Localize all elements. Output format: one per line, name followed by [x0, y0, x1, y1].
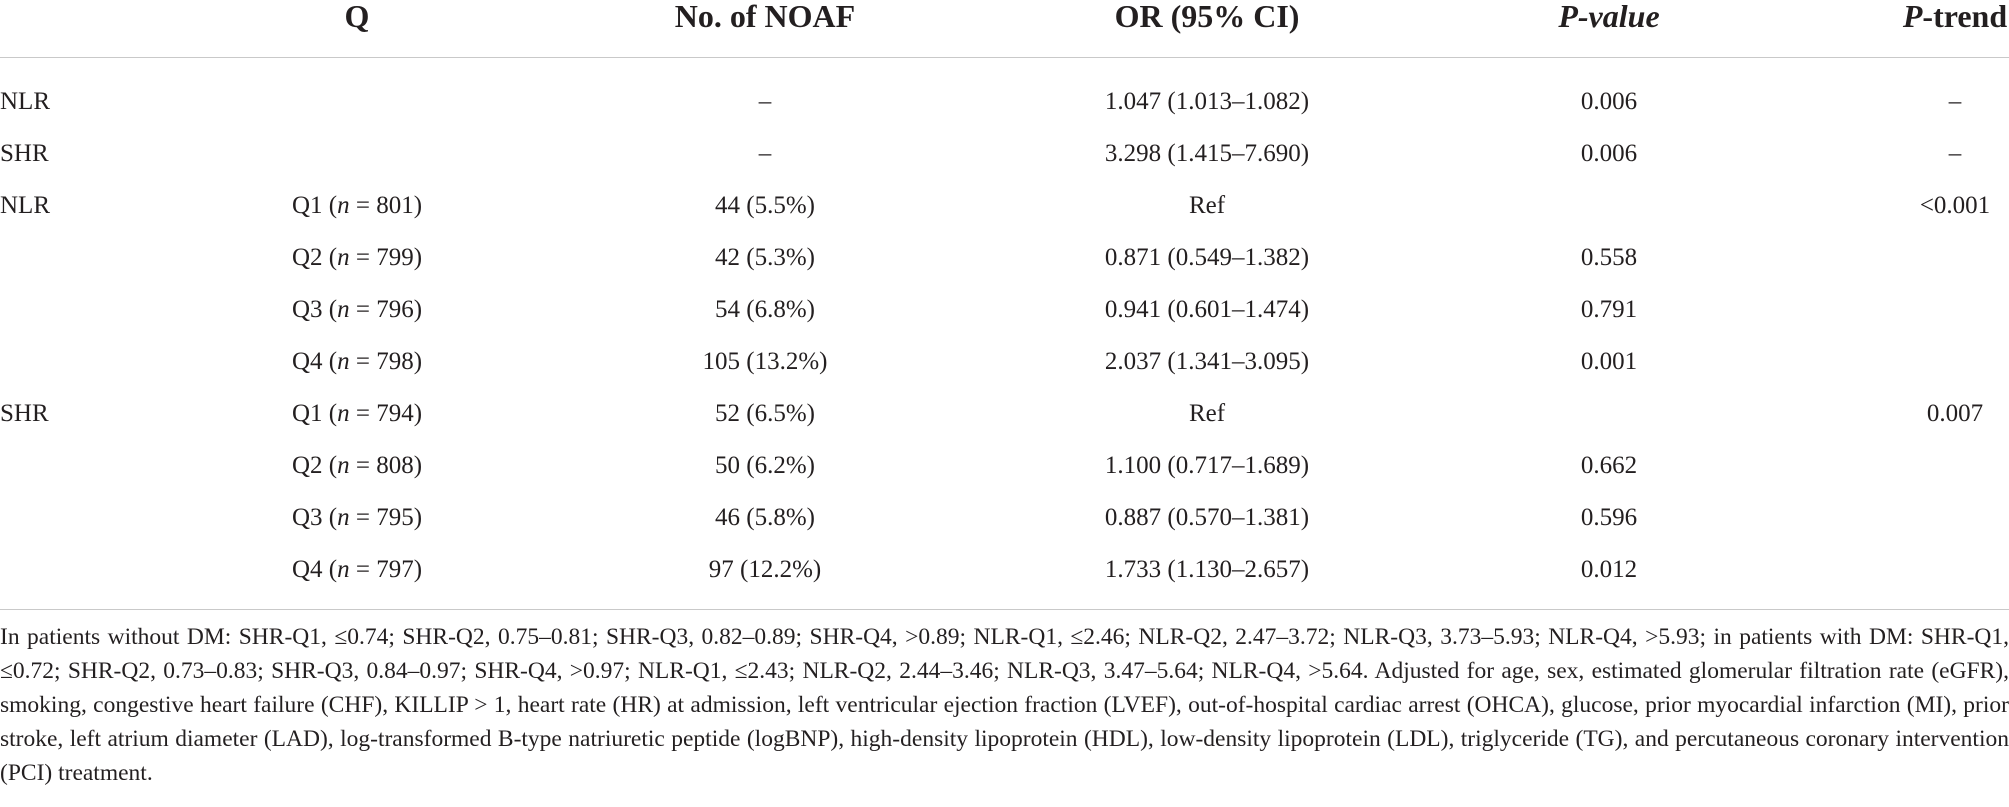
- quartile-n-symbol: n: [337, 192, 350, 219]
- quartile-count: = 797): [349, 556, 423, 583]
- row-p-value: 0.791: [1580, 296, 1638, 323]
- quartile-count: = 799): [349, 244, 423, 271]
- table-bottom-divider: [0, 609, 2009, 610]
- quartile-count: = 801): [349, 192, 423, 219]
- header-p-trend-rest: -trend: [1922, 0, 2008, 34]
- row-p-trend: 0.007: [1926, 400, 1984, 427]
- quartile-count: = 796): [349, 296, 423, 323]
- row-noaf-count: 52 (6.5%): [715, 400, 815, 427]
- row-quartile-label: [292, 388, 422, 440]
- quartile-prefix: Q3 (: [291, 296, 338, 323]
- row-quartile-label: [292, 492, 422, 544]
- row-odds-ratio: 1.100 (0.717–1.689): [1104, 452, 1310, 479]
- quartile-prefix: Q2 (: [291, 452, 338, 479]
- row-odds-ratio: 1.047 (1.013–1.082): [1104, 88, 1310, 115]
- table-row: [0, 180, 2009, 232]
- header-divider: [0, 57, 2009, 58]
- quartile-n-symbol: n: [337, 504, 350, 531]
- row-odds-ratio: 0.941 (0.601–1.474): [1104, 296, 1310, 323]
- header-p-trend-italic: P: [1902, 0, 1923, 34]
- header-p-trend: [1903, 0, 2007, 32]
- table-row: [0, 76, 2009, 128]
- quartile-prefix: Q1 (: [291, 192, 338, 219]
- table-row: [0, 440, 2009, 492]
- quartile-n-symbol: n: [337, 244, 350, 271]
- row-quartile-label: [292, 440, 422, 492]
- row-group-label: SHR: [0, 140, 49, 167]
- table-header: [0, 0, 2009, 58]
- table-row: [0, 284, 2009, 336]
- row-group-label: SHR: [0, 400, 49, 427]
- row-odds-ratio: Ref: [1188, 400, 1226, 427]
- row-p-trend: –: [1948, 140, 1962, 167]
- header-q: Q: [344, 0, 370, 34]
- row-odds-ratio: 3.298 (1.415–7.690): [1104, 140, 1310, 167]
- row-noaf-count: 105 (13.2%): [702, 348, 828, 375]
- row-group-label: NLR: [0, 88, 50, 115]
- quartile-count: = 795): [349, 504, 423, 531]
- row-noaf-count: –: [758, 140, 772, 167]
- header-no-of-noaf: No. of NOAF: [674, 0, 856, 34]
- header-or-95-ci: OR (95% CI): [1114, 0, 1300, 34]
- row-p-value: 0.012: [1580, 556, 1638, 583]
- quartile-prefix: Q4 (: [291, 556, 338, 583]
- row-noaf-count: 54 (6.8%): [715, 296, 815, 323]
- row-quartile-label: [292, 232, 422, 284]
- row-odds-ratio: Ref: [1188, 192, 1226, 219]
- table-footnote: In patients without DM: SHR-Q1, ≤0.74; SHR-Q2, 0.75–0.81; SHR-Q3, 0.82–0.89; SHR-Q4, >0.89; NLR-Q1, ≤2.46; NLR-Q2, 2.47–3.72; NLR-Q3, 3.73–5.93; NLR-Q4, >5.93; in patients with DM: SHR-Q1, ≤0.72; SHR-Q2, 0.73–0.83; SHR-Q3, 0.84–0.97; SHR-Q4, >0.97; NLR-Q1, ≤2.43; NLR-Q2, 2.44–3.46; NLR-Q3, 3.47–5.64; NLR-Q4, >5.64. Adjusted for age, sex, estimated glomerular filtration rate (eGFR), smoking, congestive heart failure (CHF), KILLIP > 1, heart rate (HR) at admission, left ventricular ejection fraction (LVEF), out-of-hospital cardiac arrest (OHCA), glucose, prior myocardial infarction (MI), prior stroke, left atrium diameter (LAD), log-transformed B-type natriuretic peptide (logBNP), high-density lipoprotein (HDL), low-density lipoprotein (LDL), triglyceride (TG), and percutaneous coronary intervention (PCI) treatment.: [0, 624, 2009, 786]
- row-p-value: 0.558: [1580, 244, 1638, 271]
- row-p-trend: –: [1948, 88, 1962, 115]
- row-noaf-count: 42 (5.3%): [715, 244, 815, 271]
- quartile-prefix: Q2 (: [291, 244, 338, 271]
- header-p-value: P-value: [1558, 0, 1660, 34]
- row-p-value: 0.001: [1580, 348, 1638, 375]
- row-p-value: 0.006: [1580, 140, 1638, 167]
- row-quartile-label: [292, 180, 422, 232]
- row-odds-ratio: 0.871 (0.549–1.382): [1104, 244, 1310, 271]
- quartile-count: = 798): [349, 348, 423, 375]
- row-odds-ratio: 0.887 (0.570–1.381): [1104, 504, 1310, 531]
- table-row: [0, 388, 2009, 440]
- quartile-count: = 794): [349, 400, 423, 427]
- quartile-n-symbol: n: [337, 400, 350, 427]
- row-quartile-label: [292, 336, 422, 388]
- row-p-value: 0.662: [1580, 452, 1638, 479]
- row-noaf-count: 97 (12.2%): [708, 556, 822, 583]
- row-odds-ratio: 1.733 (1.130–2.657): [1104, 556, 1310, 583]
- row-p-value: 0.006: [1580, 88, 1638, 115]
- row-noaf-count: 46 (5.8%): [715, 504, 815, 531]
- quartile-n-symbol: n: [337, 296, 350, 323]
- quartile-n-symbol: n: [337, 556, 350, 583]
- quartile-prefix: Q3 (: [291, 504, 338, 531]
- quartile-n-symbol: n: [337, 348, 350, 375]
- quartile-count: = 808): [349, 452, 423, 479]
- row-group-label: NLR: [0, 192, 50, 219]
- row-noaf-count: 44 (5.5%): [715, 192, 815, 219]
- row-noaf-count: 50 (6.2%): [715, 452, 815, 479]
- row-p-trend: <0.001: [1919, 192, 1991, 219]
- row-odds-ratio: 2.037 (1.341–3.095): [1104, 348, 1310, 375]
- quartile-n-symbol: n: [337, 452, 350, 479]
- table-row: [0, 232, 2009, 284]
- table-row: [0, 492, 2009, 544]
- table-row: [0, 544, 2009, 596]
- table-row: [0, 128, 2009, 180]
- row-p-value: 0.596: [1580, 504, 1638, 531]
- row-quartile-label: [292, 544, 422, 596]
- table-row: [0, 336, 2009, 388]
- row-quartile-label: [292, 284, 422, 336]
- quartile-prefix: Q1 (: [291, 400, 338, 427]
- row-noaf-count: –: [758, 88, 772, 115]
- quartile-prefix: Q4 (: [291, 348, 338, 375]
